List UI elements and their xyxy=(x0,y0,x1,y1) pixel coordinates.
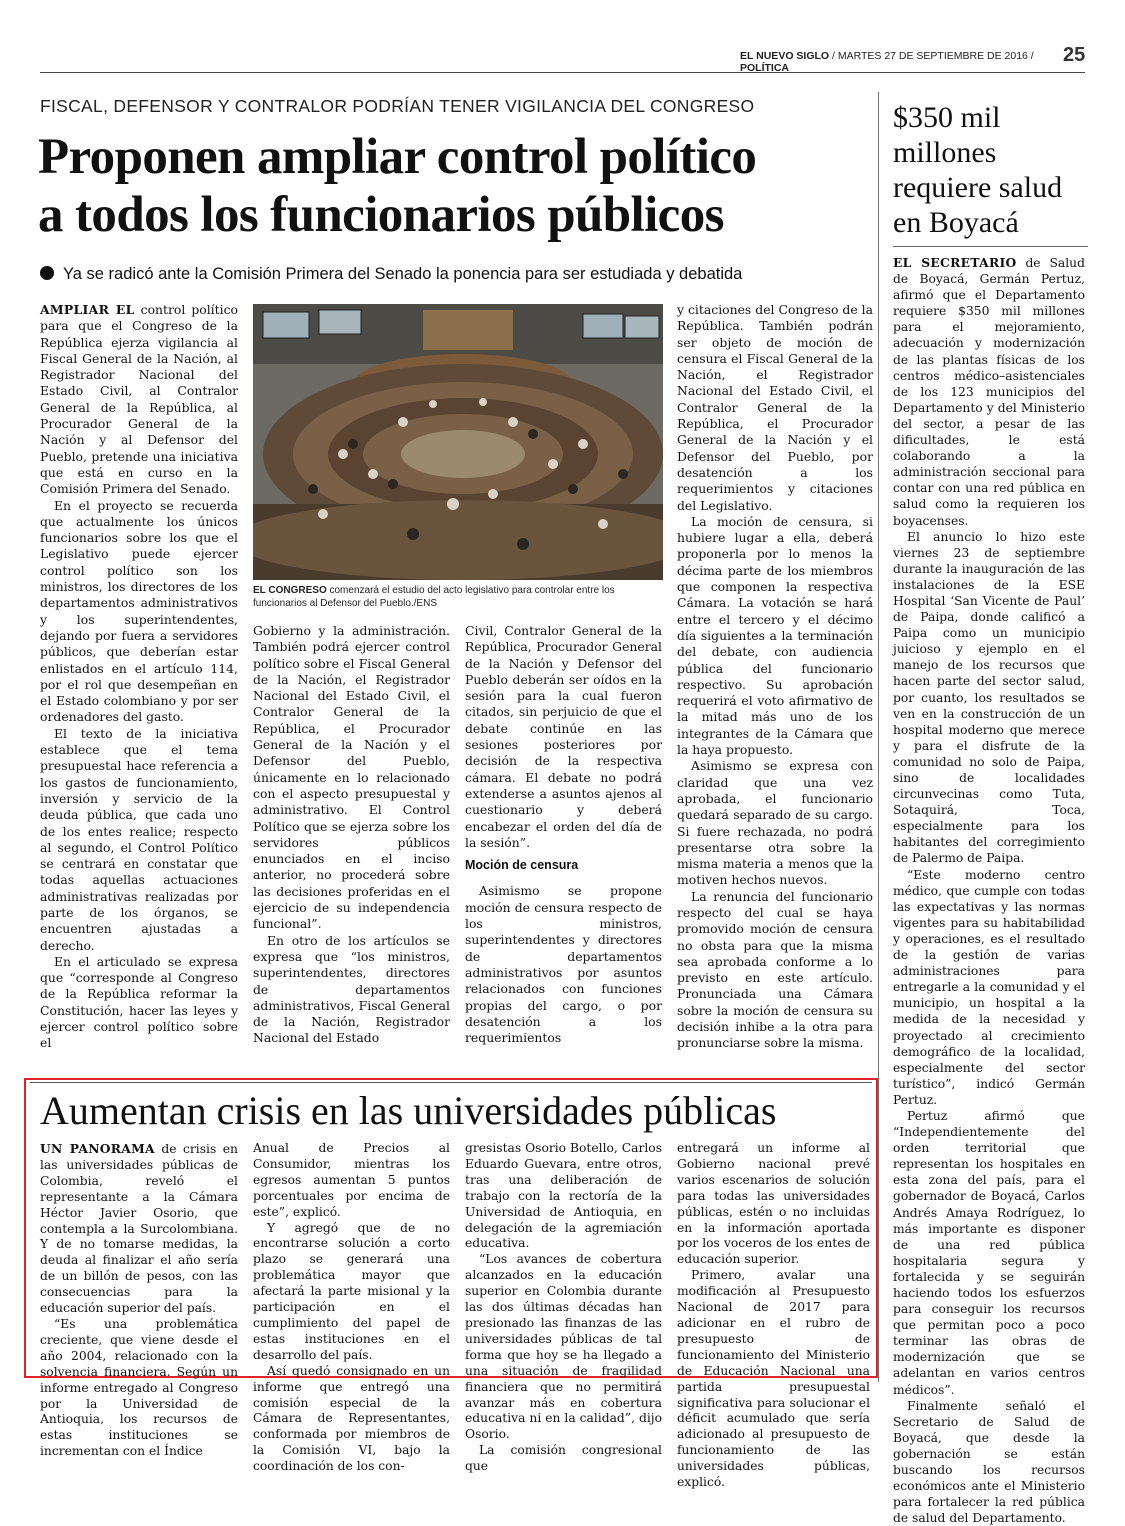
paragraph: En el articulado se expresa que “corresponde al Congreso de la República reformar la Constitución, hacer las leyes y ejercer control político sobre el xyxy=(40,953,238,1051)
paragraph: Pertuz afirmó que “Independientemente del orden territorial que representan los hospitales en esta zona del país, para el gobernador de Boyacá, Carlos Andrés Amaya Rodríguez, lo más importante es disponer de una red pública hospitalaria segura y fortalecida y se seguirán haciendo todos los esfuerzos para conseguir los recursos que permitan poco a poco terminar las obras de modernización que se adelantan en varios centros médicos”. xyxy=(893,1108,1085,1397)
paragraph: La renuncia del funcionario respecto del cual se haya promovido moción de censura no obsta para que la misma sea aprobada conforme a lo previsto en este artículo. Pronunciada una Cámara sobre la moción de censura su decisión inhibe a la otra para pronunciarse sobre la misma. xyxy=(677,888,873,1051)
box-column-2 xyxy=(253,1141,450,1475)
paragraph: En el proyecto se recuerda que actualmente los únicos funcionarios sobre los que el Legislativo puede ejercer control político son los ministros, los directores de los departamentos administrativos y los superintendentes, dejando por fuera a servidores públicos, que deberían estar enlistados en el artículo 114, por el rol que desempeñan en el Estado colombiano y por ser ordenadores del gasto. xyxy=(40,497,238,725)
senate-chamber-photo xyxy=(253,304,663,580)
box-rule xyxy=(30,1082,872,1083)
article-column-1 xyxy=(40,302,238,1052)
issue-date: MARTES 27 DE SEPTIEMBRE DE 2016 xyxy=(837,50,1028,62)
paragraph: El anuncio lo hizo este viernes 23 de septiembre durante la inauguración de las instalaciones de la ESE Hospital ‘San Vicente de Paul’ de Paipa, donde calificó a Paipa como un municipio juicioso y ejemplo en el manejo de los recursos que hacen parte del sector salud, por cuanto, los resultados se ven en la construcción de un hospital moderno que merece y para el disfrute de la comunidad no solo de Paipa, sino de localidades circunvecinas como Tuta, Sotaquirá, Toca, especialmente para los habitantes del corregimiento de Palermo de Paipa. xyxy=(893,529,1085,866)
paragraph: “Los avances de cobertura alcanzados en la educación superior en Colombia durante las dos últimas décadas han presionado las finanzas de las universidades públicas de tal forma que hoy se ha llegado a una situación de fragilidad financiera que no permitirá avanzar más en cobertura educativa ni en la calidad”, dijo Osorio. xyxy=(465,1252,662,1442)
paragraph-text: control político para que el Congreso de la República ejerza vigilancia al Fiscal General de la Nación, al Registrador Nacional del Estado Civil, al Contralor General de la República, al Procurador General de la Nación y al Defensor del Pueblo, pretende una iniciativa que está en curso en la Comisión Primera del Senado. xyxy=(40,302,238,497)
article-column-3 xyxy=(465,623,662,1046)
paragraph: Así quedó consignado en un informe que entregó una comisión especial de la Cámara de Representantes, conformada por miembros de la Comisión VI, bajo la coordinación de los con- xyxy=(253,1363,450,1474)
box-headline: Aumentan crisis en las universidades públicas xyxy=(40,1088,777,1133)
caption-text: comenzará el estudio del acto legislativo para controlar entre los funcionarios al Defensor del Pueblo./ENS xyxy=(253,585,615,609)
paragraph xyxy=(40,1141,238,1317)
sidebar-column xyxy=(893,255,1085,1526)
article-headline xyxy=(38,128,878,244)
paragraph: y citaciones del Congreso de la República. También podrán ser objeto de moción de censura el Fiscal General de la Nación, el Registrador Nacional del Estado Civil, el Contralor General de la República, el Procurador General de la Nación y el Defensor del Pueblo, por desatención a los requerimientos y citaciones del Legislativo. xyxy=(677,302,873,513)
paragraph: gresistas Osorio Botello, Carlos Eduardo Guevara, entre otros, tras una deliberación de trabajo con la rectoría de la Universidad de Antioquia, en delegación de la agremiación educativa. xyxy=(465,1141,663,1251)
sidebar-headline: $350 mil millones requiere salud en Boyacá xyxy=(893,101,1063,239)
subhead-text: Ya se radicó ante la Comisión Primera del Senado la ponencia para ser estudiada y debatida xyxy=(63,265,743,283)
box-column-3 xyxy=(465,1141,662,1475)
paragraph: Anual de Precios al Consumidor, mientras los egresos aumentan 5 puntos porcentuales por encima de este”, explicó. xyxy=(253,1141,450,1219)
headline-line-1: Proponen ampliar control político xyxy=(38,129,757,185)
article-column-2 xyxy=(253,623,450,1047)
paper-name: EL NUEVO SIGLO xyxy=(740,50,830,62)
article-subhead xyxy=(40,265,880,284)
lead-words: AMPLIAR EL xyxy=(40,302,135,317)
column-divider xyxy=(878,92,879,1382)
masthead: EL NUEVO SIGLO / MARTES 27 DE SEPTIEMBRE DE 2016 / POLÍTICA xyxy=(740,50,1034,74)
section-name: POLÍTICA xyxy=(740,62,789,74)
paragraph: Gobierno y la administración. También podrá ejercer control político sobre el Fiscal General de la Nación, el Registrador Nacional del Estado Civil, el Contralor General de la República, el Procurador General de la Nación y el Defensor del Pueblo, únicamente en lo relacionado con el aspecto presupuestal y administrativo. El Control Político que se ejerza sobre los servidores públicos enunciados en el inciso anterior, no procederá sobre las decisiones proferidas en el ejercicio de su independencia funcional”. xyxy=(253,623,450,932)
lead-words: EL SECRETARIO xyxy=(893,255,1017,270)
paragraph xyxy=(40,302,238,498)
paragraph-text: de crisis en las universidades públicas de Colombia, reveló el representante a la Cámara Héctor Javier Osorio, que contempla a la Surcolombiana. Y de no tomarse medidas, la deuda al finalizar el año sería de un billón de pesos, con las consecuencias para la educación superior del país. xyxy=(40,1142,238,1316)
sidebar-rule xyxy=(893,246,1088,247)
caption-lead: EL CONGRESO xyxy=(253,585,327,596)
section-subtitle: Moción de censura xyxy=(465,858,579,873)
chamber-photo-illustration xyxy=(253,304,663,580)
article-column-4 xyxy=(677,302,873,1052)
headline-line-2: a todos los funcionarios públicos xyxy=(38,187,724,243)
lead-words: UN PANORAMA xyxy=(40,1141,155,1156)
paragraph: entregará un informe al Gobierno nacional prevé varios escenarios de solución para todas las universidades públicas, estén o no incluidas en la información aportada por los voceros de los entes de educación superior. xyxy=(677,1141,870,1267)
photo-caption xyxy=(253,584,663,610)
box-column-1 xyxy=(40,1141,238,1460)
paragraph: Asimismo se expresa con claridad que una vez aprobada, el funcionario quedará separado de su cargo. Si fuere rechazada, no podrá presentarse otra sobre la misma materia a menos que la motiven hechos nuevos. xyxy=(677,758,873,888)
box-column-4 xyxy=(677,1141,870,1491)
paragraph: En otro de los artículos se expresa que “los ministros, superintendentes, directores de departamentos administrativos, Fiscal General de la Nación, Registrador Nacional del Estado xyxy=(253,932,450,1046)
bullet-icon xyxy=(40,266,54,280)
paragraph: La comisión congresional que xyxy=(465,1443,662,1474)
paragraph: Primero, avalar una modificación al Presupuesto Nacional de 2017 para adicionar en el rubro de presupuesto de funcionamiento del Ministerio de Educación Nacional una partida presupuestal significativa para solucionar el déficit acumulado que sería adicionado al presupuesto de funcionamiento de las universidades públicas, explicó. xyxy=(677,1268,870,1490)
paragraph: “Es una problemática creciente, que viene desde el año 2004, relacionado con la solvencia financiera. Según un informe entregado al Congreso por la Universidad de Antioquia, los recursos de estas instituciones se incrementan con el Índice xyxy=(40,1316,238,1459)
paragraph: “Este moderno centro médico, que cumple con todas las expectativas y las normas vigentes para su habitabilidad y operaciones, es el resultado de la gestión de varias administraciones para entregarle a la comunidad y el municipio, un hospital a la medida de la necesidad y proyectado al crecimiento demográfico de la localidad, especialmente del sector turístico”, indicó Germán Pertuz. xyxy=(893,867,1085,1107)
article-kicker: FISCAL, DEFENSOR Y CONTRALOR PODRÍAN TENER VIGILANCIA DEL CONGRESO xyxy=(40,96,755,116)
top-rule xyxy=(40,72,1085,73)
paragraph: Asimismo se propone moción de censura respecto de los ministros, superintendentes y directores de departamentos administrativos por asuntos relacionados con funciones propias del cargo, o por desatención a los requerimientos xyxy=(465,883,662,1046)
paragraph xyxy=(893,255,1085,529)
paragraph: Finalmente señaló el Secretario de Salud de Boyacá, que desde la gobernación se están buscando los recursos económicos ante el Ministerio para fortalecer la red pública de salud del Departamento. xyxy=(893,1398,1085,1526)
paragraph: Y agregó que de no encontrarse solución a corto plazo se generará una problemática mayor que afectará la parte misional y la participación en el cumplimiento del papel de estas instituciones en el desarrollo del país. xyxy=(253,1220,450,1362)
paragraph-text: de Salud de Boyacá, Germán Pertuz, afirmó que el Departamento requiere $350 mil millones para el mejoramiento, adecuación y modernización de las plantas físicas de los centros médico–asistenciales de los 123 municipios del Departamento y del Ministerio del sector, a pesar de las dificultades, le está colaborando a la administración seccional para contar con una red pública en salud como la requieren los boyacenses. xyxy=(893,256,1085,528)
paragraph: El texto de la iniciativa establece que el tema presupuestal hace referencia a los gastos de funcionamiento, inversión y servicio de la deuda pública, que cada uno de los entes realice; respecto al segundo, el Control Político se centrará en constatar que todas aquellas actuaciones administrativas realizadas por parte de los órganos, se encuentren ajustadas a derecho. xyxy=(40,725,238,953)
paragraph: Civil, Contralor General de la República, Procurador General de la Nación y Defensor del Pueblo deberán ser oídos en la sesión para la cual fueron citados, sin perjuicio de que el debate continúe en las sesiones posteriores por decisión de la respectiva cámara. El debate no podrá extenderse a asuntos ajenos al cuestionario y deberá encabezar el orden del día de la sesión”. xyxy=(465,623,662,850)
page-number: 25 xyxy=(1063,44,1086,66)
paragraph: La moción de censura, si hubiere lugar a ella, deberá proponerla por lo menos la décima parte de los miembros que componen la respectiva Cámara. La votación se hará entre el tercero y el décimo día siguientes a la terminación del debate, con audiencia pública del funcionario respectivo. Su aprobación requerirá el voto afirmativo de la mitad más uno de los integrantes de la Cámara que la haya propuesto. xyxy=(677,513,873,758)
